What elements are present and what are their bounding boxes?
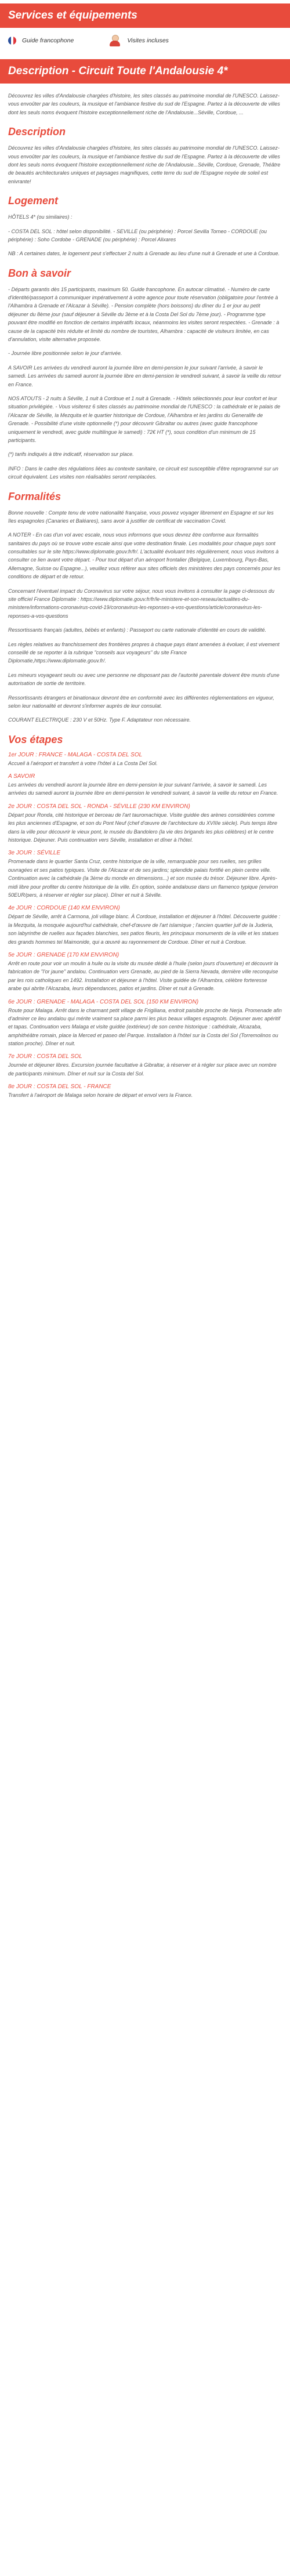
etape-text: Les arrivées du vendredi auront la journée libre en demi-pension le jour suivant l'arrivée, à savoir le samedi. Les arrivées du samedi auront la journée libre en demi-pension le vendredi suivant, à savoir la veille du retour en France.	[8, 782, 278, 796]
france-flag-icon	[8, 37, 16, 45]
description-text: Découvrez les villes d'Andalousie chargées d'histoire, les sites classés au patrimoine mondial de l'UNESCO. Laissez-vous envoûter par les couleurs, la musique et l'ambiance festive du sud de l'Espagne. Partez à la découverte de villes dont les seuls noms évoquent l'histoire exceptionnellement riche de l'Andalousie...Séville, Cordoue, Grenade, Théâtre de beautés architecturales uniques et paysages magnifiques, cette terre du sud de l'Espagne noyée de soleil est enivrante!	[8, 145, 281, 184]
etapes-section	[0, 734, 290, 1100]
bon-a-savoir-title: Bon à savoir	[8, 267, 71, 279]
service-label: Guide francophone	[22, 37, 74, 44]
description-section	[0, 126, 290, 186]
bon-a-savoir-text: (*) tarifs indiqués à titre indicatif, réservation sur place.	[8, 451, 134, 458]
bon-a-savoir-text: - Départs garantis dès 15 participants, maximum 50. Guide francophone. En autocar climatisé. - Numéro de carte d'identité/passeport à communiquer impérativement à votre agence pour toute réservation (obligatoire pour l'entrée à l'Alhambra à Grenade et l'Alcazar à Séville). - Pension complète (hors boissons) du dîner du 1 er jour au petit déjeuner du 8ème jour (sauf déjeuner à Séville du 3ème et à la Costa Del Sol du 7ème jour). - Programme type pouvant être modifié en fonction de certains impératifs locaux, néanmoins les visites seront respectées. - Grenade : à cause de la capacité très réduite et limité du nombre de touristes, Alhambra : capacité de visiteurs limitée, en cas d'annulation, visite alternative proposée.	[8, 286, 280, 343]
etape-text: Promenade dans le quartier Santa Cruz, centre historique de la ville, remarquable pour ses ruelles, ses grilles ouvragées et ses patios typiques. Visite de l'Alcazar et de ses jardins; splendide palais fortifié en plein centre ville. Continuation avec la cathédrale (la 3ème du monde en dimensions...) et son musée du trésor. Déjeuner libre. Après-midi libre pour profiter du centre historique de la ville. En option, soirée andalouse dans un flamenco typique (environ 50EUR/pers, à réserver et régler sur place). Dîner et nuit à Séville.	[8, 858, 278, 898]
formalites-text: Bonne nouvelle : Compte tenu de votre nationalité française, vous pouvez voyager librement en Espagne et sur les îles espagnoles (Canaries et Baléares), sans avoir à justifier de certificat de vaccination Covid.	[8, 509, 274, 524]
logement-note: NB : A certaines dates, le logement peut s'effectuer 2 nuits à Grenade au lieu d'une nuit à Grenade et une à Cordoue.	[8, 251, 280, 257]
description-intro-section	[0, 84, 290, 117]
formalites-title: Formalités	[8, 490, 61, 502]
etape-title: 6e JOUR : GRENADE - MALAGA - COSTA DEL SOL (150 KM ENVIRON)	[8, 998, 199, 1005]
etape-item	[8, 752, 282, 767]
etape-title: 8e JOUR : COSTA DEL SOL - FRANCE	[8, 1084, 111, 1090]
services-list	[0, 28, 290, 59]
etape-title: A SAVOIR	[8, 773, 35, 780]
etape-title: 7e JOUR : COSTA DEL SOL	[8, 1053, 82, 1060]
service-guide-francophone	[8, 35, 74, 46]
etape-text: Départ pour Ronda, cité historique et berceau de l'art tauromachique. Visite guidée des arènes considérées comme les plus anciennes d'Espagne, et son du Pont Neuf (chef d'œuvre de l'architecture du XVIIIe siècle). Puis temps libre dans la ville pour découvrir le vieux pont, le musée du Bandolero (la vie des brigands les plus célèbres) et le centre historique. Déjeuner. Puis continuation vers Séville, installation et dîner à l'hôtel.	[8, 811, 277, 843]
etape-text: Accueil à l'aéroport et transfert à votre l'hôtel à La Costa Del Sol.	[8, 760, 158, 766]
etape-text: Journée et déjeuner libres. Excursion journée facultative à Gibraltar, à réserver et à régler sur place avec un nombre de participants minimum. Dîner et nuit sur la Costa del Sol.	[8, 1062, 277, 1077]
etape-item	[8, 999, 282, 1048]
service-visites-incluses	[108, 35, 169, 46]
etape-text: Arrêt en route pour voir un moulin à huile ou la visite du musée dédié à l'huile (selon jours d'ouverture) et découvrir la fabrication de "l'or jaune" andalou. Continuation vers Grenade, au pied de la Sierra Nevada, dernière ville reconquise par les rois catholiques en 1492. Installation et déjeuner à l'hôtel. Visite guidée de l'Alhambra, célèbre forteresse arabe qui abrite l'Alcazaba, leurs dépendances, patios et jardins. Dîner et nuit à Grenade.	[8, 960, 278, 992]
bon-a-savoir-text: NOS ATOUTS - 2 nuits à Séville, 1 nuit à Cordoue et 1 nuit à Grenade. - Hôtels sélectionnés pour leur confort et leur situation privilégiée. - Vous visiterez 6 sites classés au patrimoine mondial de l'UNESCO : la cathédrale et le palais de l'Alcazar de Séville, la Mezquita et le quartier historique de Cordoue, l'Alhambra et les jardins du Generalife de Grenade. - Possibilité d'une visite optionnelle (*) pour découvrir Gibraltar ou autres (avec guide francophone uniquement le vendredi, avec guide multilingue le samedi) : 72€ HT (*), sous condition d'un minimum de 15 participants.	[8, 395, 281, 443]
description-title: Description	[8, 126, 66, 138]
formalites-text: Concernant l'éventuel impact du Coronavirus sur votre séjour, nous vous invitons à consulter la page ci-dessous du site officiel France Diplomatie : https://www.diplomatie.gouv.fr/fr/le-ministere-et-son-reseau/actualites-du-ministere/informations-coronavirus-covid-19/coronavirus-les-reponses-a-vos-questions/article/coronavirus-les-reponses-a-vos-questions	[8, 588, 274, 619]
etape-title: 5e JOUR : GRENADE (170 KM ENVIRON)	[8, 951, 119, 958]
etape-item	[8, 1084, 282, 1099]
etape-title: 1er JOUR : FRANCE - MALAGA - COSTA DEL SOL	[8, 751, 143, 758]
logement-text: HÔTELS 4* (ou similaires) :	[8, 214, 72, 220]
formalites-text: COURANT ELECTRIQUE : 230 V et 50Hz. Type F. Adaptateur non nécessaire.	[8, 717, 191, 723]
formalites-text: Ressortissants français (adultes, bébés et enfants) : Passeport ou carte nationale d'identité en cours de validité.	[8, 627, 266, 633]
formalites-text: Les mineurs voyageant seuls ou avec une personne ne disposant pas de l'autorité parentale doivent être munis d'une autorisation de sortie de territoire.	[8, 672, 280, 687]
description-intro: Découvrez les villes d'Andalousie chargées d'histoire, les sites classés au patrimoine mondial de l'UNESCO. Laissez-vous envoûter par les couleurs, la musique et l'ambiance festive du sud de l'Espagne. Partez à la découverte de villes dont les seuls noms évoquent l'histoire exceptionnellement riche de l'Andalousie...Séville, Cordoue, ...	[8, 93, 280, 115]
etape-item	[8, 1053, 282, 1078]
logement-section	[0, 195, 290, 258]
description-banner: Description - Circuit Toute l'Andalousie 4*	[0, 59, 290, 84]
etape-item	[8, 850, 282, 899]
tour-guide-icon	[108, 35, 121, 46]
etape-text: Route pour Malaga. Arrêt dans le charmant petit village de Frigiliana, endroit paisible proche de Nerja. Promenade afin d'admirer ce lieu andalou qui mérite vraiment sa place parmi les plus beaux villages espagnols. Déjeuner avec apéritif et tapas. Continuation vers Malaga et visite guidée (extérieur) de son centre historique : cathédrale, Alcazaba, amphithéâtre romain, place la Merced et paseo del Parque. Installation à l'hôtel sur la Costa del Sol (Torremolinos ou station proche). Dîner et nuit.	[8, 1007, 282, 1047]
formalites-text: A NOTER - En cas d'un vol avec escale, nous vous informons que vous devrez être conforme aux formalités sanitaires du pays où se trouve votre escale ainsi que votre destination finale. Les modalités pour chaque pays sont consultables sur le site https://www.diplomatie.gouv.fr/fr/. L'actualité évoluant très régulièrement, nous vous invitons à consulter ce lien avant votre départ. - Pour tout départ d'un aéroport frontalier (Belgique, Luxembourg, Pays-Bas, Allemagne, Suisse ou Espagne...), veuillez vous référer aux sites officiels des ministères des pays concernés pour les conditions de départ et de retour.	[8, 532, 281, 580]
formalites-text: Ressortissants étrangers et binationaux devront être en conformité avec les différentes réglementations en vigueur, selon leur nationalité et devront s'informer auprès de leur consulat.	[8, 694, 274, 709]
etape-item	[8, 905, 282, 946]
bon-a-savoir-text: - Journée libre positionnée selon le jour d'arrivée.	[8, 350, 122, 357]
service-label: Visites incluses	[127, 37, 169, 44]
logement-title: Logement	[8, 195, 59, 207]
services-banner: Services et équipements	[0, 3, 290, 28]
etape-item	[8, 773, 282, 798]
bon-a-savoir-section	[0, 267, 290, 481]
bon-a-savoir-text: A SAVOIR Les arrivées du vendredi auront la journée libre en demi-pension le jour suivant l'arrivée, à savoir le samedi. Les arrivées du samedi auront la journée libre en demi-pension le vendredi suivant, à savoir la veille du retour en France.	[8, 364, 281, 387]
formalites-text: Les règles relatives au franchissement des frontières propres à chaque pays étant amenées à évoluer, il est vivement conseillé de se reporter à la rubrique "conseils aux voyageurs" du site France Diplomatie,https://www.diplomatie.gouv.fr/.	[8, 641, 280, 664]
etape-text: Transfert à l'aéroport de Malaga selon horaire de départ et envol vers la France.	[8, 1092, 193, 1099]
etape-item	[8, 952, 282, 993]
etape-text: Départ de Séville, arrêt à Carmona, joli village blanc. À Cordoue, installation et déjeuner à l'hôtel. Découverte guidée : la Mezquita, la mosquée aujourd'hui cathédrale, chef-d'œuvre de l'art islamique ; l'ancien quartier juif de la Juderia, son labyrinthe de ruelles aux façades blanchies, ses patios fleuris, les principaux monuments de la ville et les statues des grands hommes tel Maimonide, qui a œuvré au rayonnement de Cordoue. Dîner et nuit à Cordoue.	[8, 914, 280, 945]
etape-title: 2e JOUR : COSTA DEL SOL - RONDA - SÉVILLE (230 KM ENVIRON)	[8, 803, 190, 810]
etape-title: 4e JOUR : CORDOUE (140 KM ENVIRON)	[8, 905, 120, 912]
formalites-section	[0, 491, 290, 724]
etape-title: 3e JOUR : SÉVILLE	[8, 850, 61, 857]
etapes-title: Vos étapes	[8, 733, 63, 745]
logement-text: - COSTA DEL SOL : hôtel selon disponibilité. - SEVILLE (ou périphérie) : Porcel Sevilla Torneo - CORDOUE (ou périphérie) : Soho Cordobe - GRENADE (ou périphérie) : Porcel Alixares	[8, 228, 267, 242]
etape-item	[8, 803, 282, 845]
bon-a-savoir-text: INFO : Dans le cadre des régulations liées au contexte sanitaire, ce circuit est susceptible d'être reprogrammé sur un circuit équivalent. Les visites non réalisables seront remplacées.	[8, 465, 278, 480]
